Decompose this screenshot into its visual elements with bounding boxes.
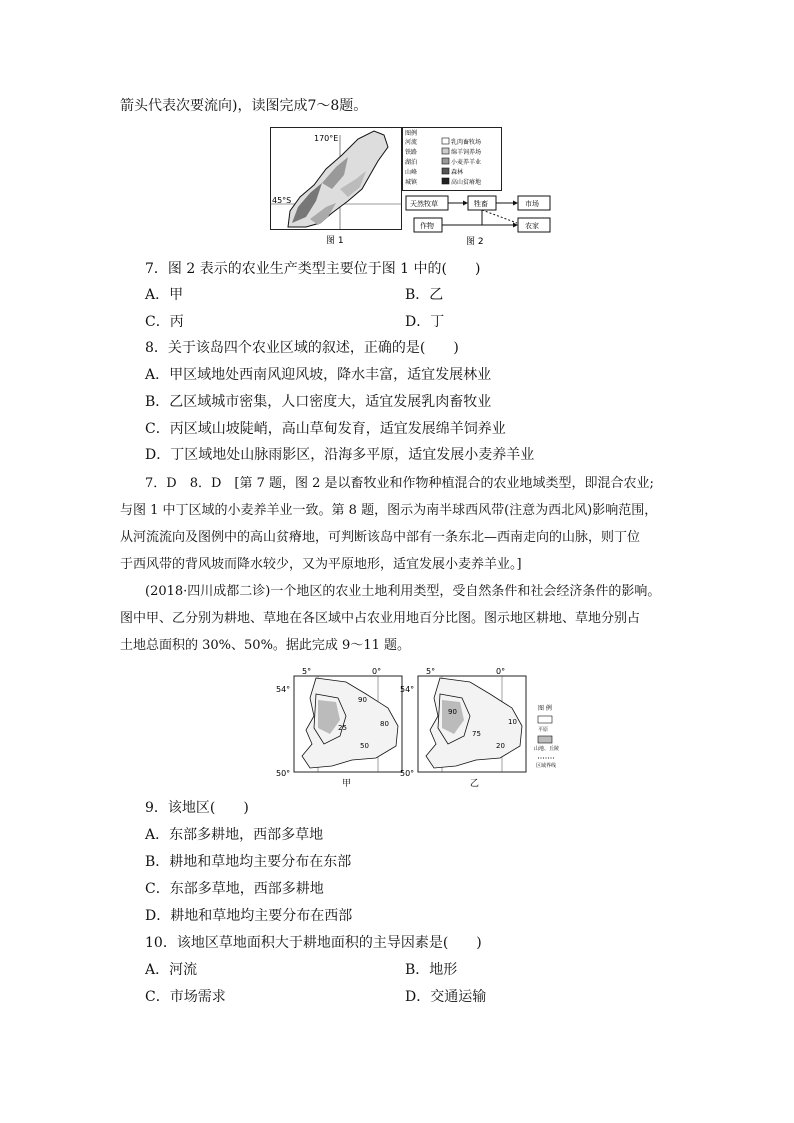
maps-legend-hills: 山地、丘陵 [534,746,560,752]
map-jia-lon-1: 5° [302,667,312,676]
q7-option-b: B．乙 [405,287,444,303]
q10-option-c: C．市场需求 [145,989,226,1005]
map-yi-value-2: 10 [508,718,517,726]
legend-sheep: 绵羊饲养场 [451,149,482,156]
q7-option-a: A．甲 [145,287,184,303]
q8-option-b: B．乙区域城市密集，人口密度大，适宜发展乳肉畜牧业 [145,394,492,410]
q9-option-b: B．耕地和草地均主要分布在东部 [145,854,352,870]
map-yi-lat-2: 50° [400,769,415,778]
q8-stem: 8．关于该岛四个农业区域的叙述，正确的是( ) [145,340,459,356]
figure-1-map [270,127,402,245]
q7-option-c: C．丙 [145,314,184,330]
map-jia-lon-2: 0° [372,667,382,676]
map-yi-value-3: 20 [496,742,505,750]
fig1-caption: 图 1 [326,236,344,245]
passage-line-1: (2018·四川成都二诊)一个地区的农业土地利用类型，受自然条件和社会经济条件的影响。 [145,584,661,599]
q8-option-a: A．甲区域地处西南风迎风坡，降水丰富，适宜发展林业 [145,367,492,383]
maps-legend-boundary: 区域界线 [536,763,557,769]
legend-lake: 湖泊 [405,159,418,166]
maps-legend-title: 图 例 [538,705,552,712]
legend-wheat-sheep: 小麦养羊业 [451,159,482,166]
flow-market: 市场 [525,200,539,208]
legend-dairy: 乳肉畜牧场 [451,139,482,146]
legend-forest: 森林 [451,169,464,176]
map-yi-lat-1: 54° [400,685,415,694]
q10-option-b: B．地形 [405,962,458,978]
q9-option-d: D．耕地和草地均主要分布在西部 [145,908,353,924]
maps-jia-yi [276,664,576,792]
map-jia-value-1: 90 [358,696,367,704]
map-jia-value-3: 50 [360,742,369,750]
q10-option-d: D．交通运输 [405,989,487,1005]
legend-railway: 铁路 [405,149,418,156]
q9-stem: 9．该地区( ) [145,800,249,816]
q9-option-c: C．东部多草地，西部多耕地 [145,881,324,897]
q10-stem: 10．该地区草地面积大于耕地面积的主导因素是( ) [145,935,482,951]
map-jia-caption: 甲 [342,779,352,789]
map-yi-value-1: 90 [448,708,457,716]
map-yi-lon-2: 0° [496,667,506,676]
legend-town: 城镇 [405,179,418,186]
flow-livestock: 牲畜 [474,200,488,208]
map-jia-lat-1: 54° [276,685,291,694]
maps-legend-plain: 平原 [538,727,549,733]
flow-farmhouse: 农家 [525,222,539,230]
map-jia-value-2: 80 [380,720,389,728]
map-yi-lon-1: 5° [426,667,436,676]
map-yi-caption: 乙 [470,779,480,789]
fig1-legend-title: 图例 [405,130,418,137]
answer-line-4: 于西风带的背风坡而降水较少，又为平原地形，适宜发展小麦养羊业。] [120,557,522,572]
legend-river: 河流 [405,139,418,146]
fig1-lon-label: 170°E [314,134,339,143]
intro-text: 箭头代表次要流向)，读图完成7～8题。 [120,98,368,114]
figure-2-flow [404,192,554,246]
fig1-lat-label: 45°S [272,196,292,205]
flow-crop: 作物 [420,222,434,230]
map-jia-value-4: 25 [338,724,347,732]
q8-option-c: C．丙区域山坡陡峭，高山草甸发育，适宜发展绵羊饲养业 [145,421,506,437]
map-jia-lat-2: 50° [276,769,291,778]
answer-line-3: 从河流流向及图例中的高山贫瘠地，可判断该岛中部有一条东北—西南走向的山脉，则丁位 [120,530,641,545]
legend-alpine: 高山贫瘠地 [451,179,482,186]
q8-option-d: D．丁区域地处山脉雨影区，沿海多平原，适宜发展小麦养羊业 [145,447,535,463]
passage-line-2: 图中甲、乙分别为耕地、草地在各区域中占农业用地百分比图。图示地区耕地、草地分别占 [120,611,641,626]
legend-peak: 山峰 [405,169,418,176]
answer-line-1: 7．D 8．D [第 7 题，图 2 是以畜牧业和作物种植混合的农业地域类型，即混合农业; [145,476,654,491]
map-yi-value-4: 75 [472,730,481,738]
passage-line-3: 土地总面积的 30%、50%。据此完成 9～11 题。 [120,638,410,653]
q10-option-a: A．河流 [145,962,198,978]
answer-line-2: 与图 1 中丁区域的小麦养羊业一致。第 8 题，图示为南半球西风带(注意为西北风)影响范围， [120,503,658,518]
q9-option-a: A．东部多耕地，西部多草地 [145,827,324,843]
fig2-caption: 图 2 [466,237,484,246]
figure-1-legend [402,127,502,191]
flow-natural-pasture: 天然牧草 [410,200,438,208]
q7-stem: 7．图 2 表示的农业生产类型主要位于图 1 中的( ) [145,261,481,277]
q7-option-d: D．丁 [405,314,445,330]
